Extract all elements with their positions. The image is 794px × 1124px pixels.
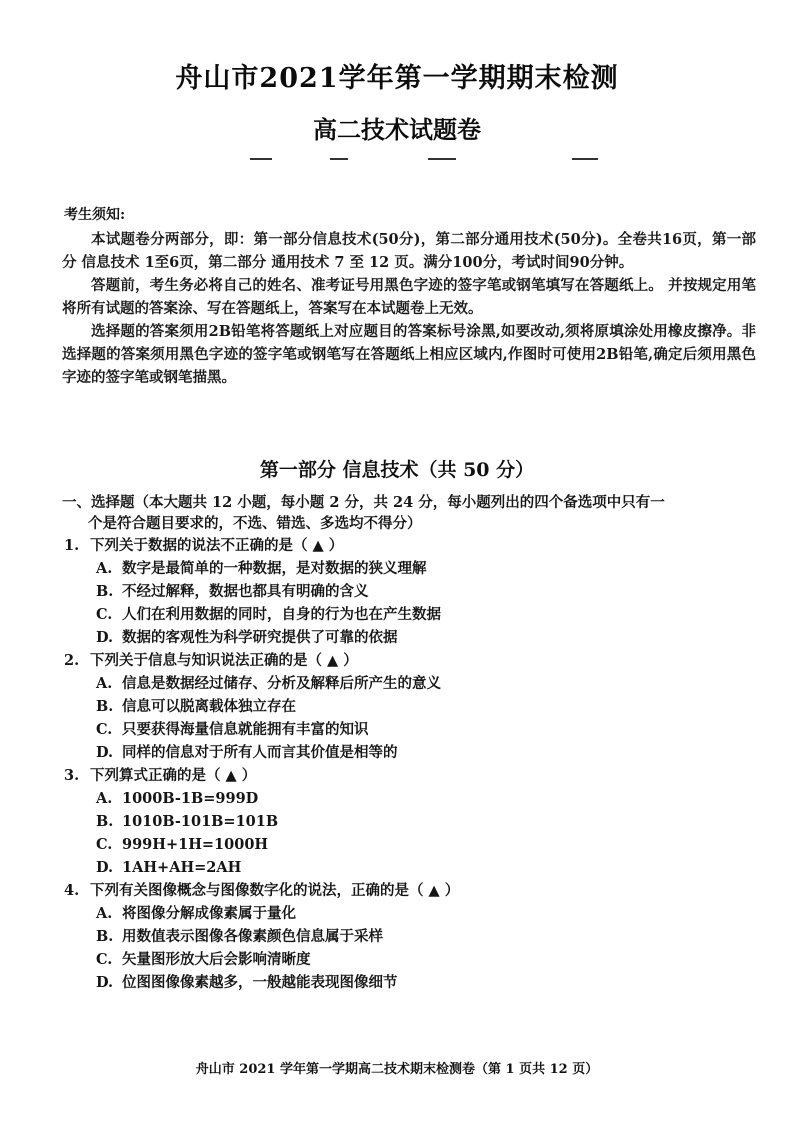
question-2 (62, 649, 762, 672)
exam-title: 舟山市2021学年第一学期期末检测 (175, 63, 619, 94)
option-letter: D. (96, 859, 114, 876)
option-text: 同样的信息对于所有人而言其价值是相等的 (122, 744, 398, 761)
notice-paragraph: 本试题卷分两部分，即：第一部分信息技术(50分)，第二部分通用技术(50分)。全卷共16页，第一部分 信息技术 1至6页，第二部分 通用技术 7 至 12 页。满分100分，考试时间90分钟。 (62, 231, 756, 271)
option-text: 人们在利用数据的同时，自身的行为也在产生数据 (122, 606, 441, 623)
option-4d (96, 971, 762, 994)
option-letter: A. (96, 560, 113, 577)
option-text: 1000B-1B=999D (122, 790, 259, 807)
option-2a (96, 672, 762, 695)
option-text: 将图像分解成像素属于量化 (122, 905, 296, 922)
option-3a (96, 787, 762, 810)
option-text: 999H+1H=1000H (122, 836, 269, 853)
part-heading (62, 492, 762, 534)
notice-paragraph: 选择题的答案须用2B铅笔将答题纸上对应题目的答案标号涂黑,如要改动,须将原填涂处用橡皮擦净。非选择题的答案须用黑色字迹的签字笔或钢笔写在答题纸上相应区域内,作图时可使用2B铅笔,确定后须用黑色字迹的签字笔或钢笔描黑。 (62, 323, 756, 386)
question-1 (62, 534, 762, 557)
option-text: 信息可以脱离载体独立存在 (122, 698, 296, 715)
option-text: 位图图像像素越多，一般越能表现图像细节 (122, 974, 398, 991)
line-mark (428, 158, 456, 160)
option-1a (96, 557, 762, 580)
option-text: 只要获得海量信息就能拥有丰富的知识 (122, 721, 369, 738)
question-block (62, 492, 762, 994)
option-4b (96, 925, 762, 948)
option-letter: A. (96, 905, 113, 922)
line-mark (572, 158, 598, 160)
option-text: 数据的客观性为科学研究提供了可靠的依据 (122, 629, 398, 646)
line-mark (250, 158, 272, 160)
part-heading-line1: 一、选择题（本大题共 12 小题，每小题 2 分，共 24 分，每小题列出的四个备选项中只有一 (62, 494, 665, 511)
page-footer: 舟山市 2021 学年第一学期高二技术期末检测卷（第 1 页共 12 页） (195, 1062, 599, 1077)
option-4c (96, 948, 762, 971)
notice-body (62, 228, 756, 389)
question-stem: 下列算式正确的是（ ▲ ） (90, 767, 257, 784)
section-title: 第一部分 信息技术（共 50 分） (259, 459, 535, 481)
option-letter: B. (96, 583, 114, 600)
question-stem: 下列有关图像概念与图像数字化的说法，正确的是（ ▲ ） (90, 882, 460, 899)
option-2d (96, 741, 762, 764)
question-number: 2. (64, 652, 80, 669)
notice-paragraph: 答题前，考生务必将自己的姓名、准考证号用黑色字迹的签字笔或钢笔填写在答题纸上。 并按规定用笔将所有试题的答案涂、写在答题纸上，答案写在本试题卷上无效。 (62, 277, 756, 317)
question-number: 3. (64, 767, 80, 784)
option-1d (96, 626, 762, 649)
option-text: 1AH+AH=2AH (122, 859, 242, 876)
option-letter: B. (96, 813, 114, 830)
option-letter: A. (96, 790, 113, 807)
option-1b (96, 580, 762, 603)
option-text: 矢量图形放大后会影响清晰度 (122, 951, 311, 968)
option-letter: B. (96, 928, 114, 945)
question-number: 1. (64, 537, 80, 554)
option-letter: D. (96, 629, 114, 646)
option-1c (96, 603, 762, 626)
notice-heading: 考生须知: (64, 207, 126, 223)
line-mark (330, 158, 348, 160)
question-stem: 下列关于数据的说法不正确的是（ ▲ ） (90, 537, 344, 554)
option-letter: C. (96, 721, 113, 738)
question-stem: 下列关于信息与知识说法正确的是（ ▲ ） (90, 652, 358, 669)
option-2b (96, 695, 762, 718)
question-number: 4. (64, 882, 80, 899)
option-letter: C. (96, 951, 113, 968)
option-text: 信息是数据经过储存、分析及解释后所产生的意义 (122, 675, 441, 692)
part-heading-line2: 个是符合题目要求的，不选、错选、多选均不得分） (88, 515, 422, 532)
option-3b (96, 810, 762, 833)
option-2c (96, 718, 762, 741)
question-4 (62, 879, 762, 902)
option-text: 1010B-101B=101B (122, 813, 279, 830)
option-letter: C. (96, 606, 113, 623)
option-3d (96, 856, 762, 879)
name-fill-line (200, 150, 600, 166)
option-text: 数字是最简单的一种数据，是对数据的狭义理解 (122, 560, 427, 577)
option-letter: D. (96, 974, 114, 991)
option-3c (96, 833, 762, 856)
option-letter: C. (96, 836, 113, 853)
option-text: 用数值表示图像各像素颜色信息属于采样 (122, 928, 383, 945)
question-3 (62, 764, 762, 787)
option-text: 不经过解释，数据也都具有明确的含义 (122, 583, 369, 600)
option-letter: D. (96, 744, 114, 761)
option-4a (96, 902, 762, 925)
option-letter: A. (96, 675, 113, 692)
exam-subtitle: 高二技术试题卷 (313, 115, 481, 144)
option-letter: B. (96, 698, 114, 715)
